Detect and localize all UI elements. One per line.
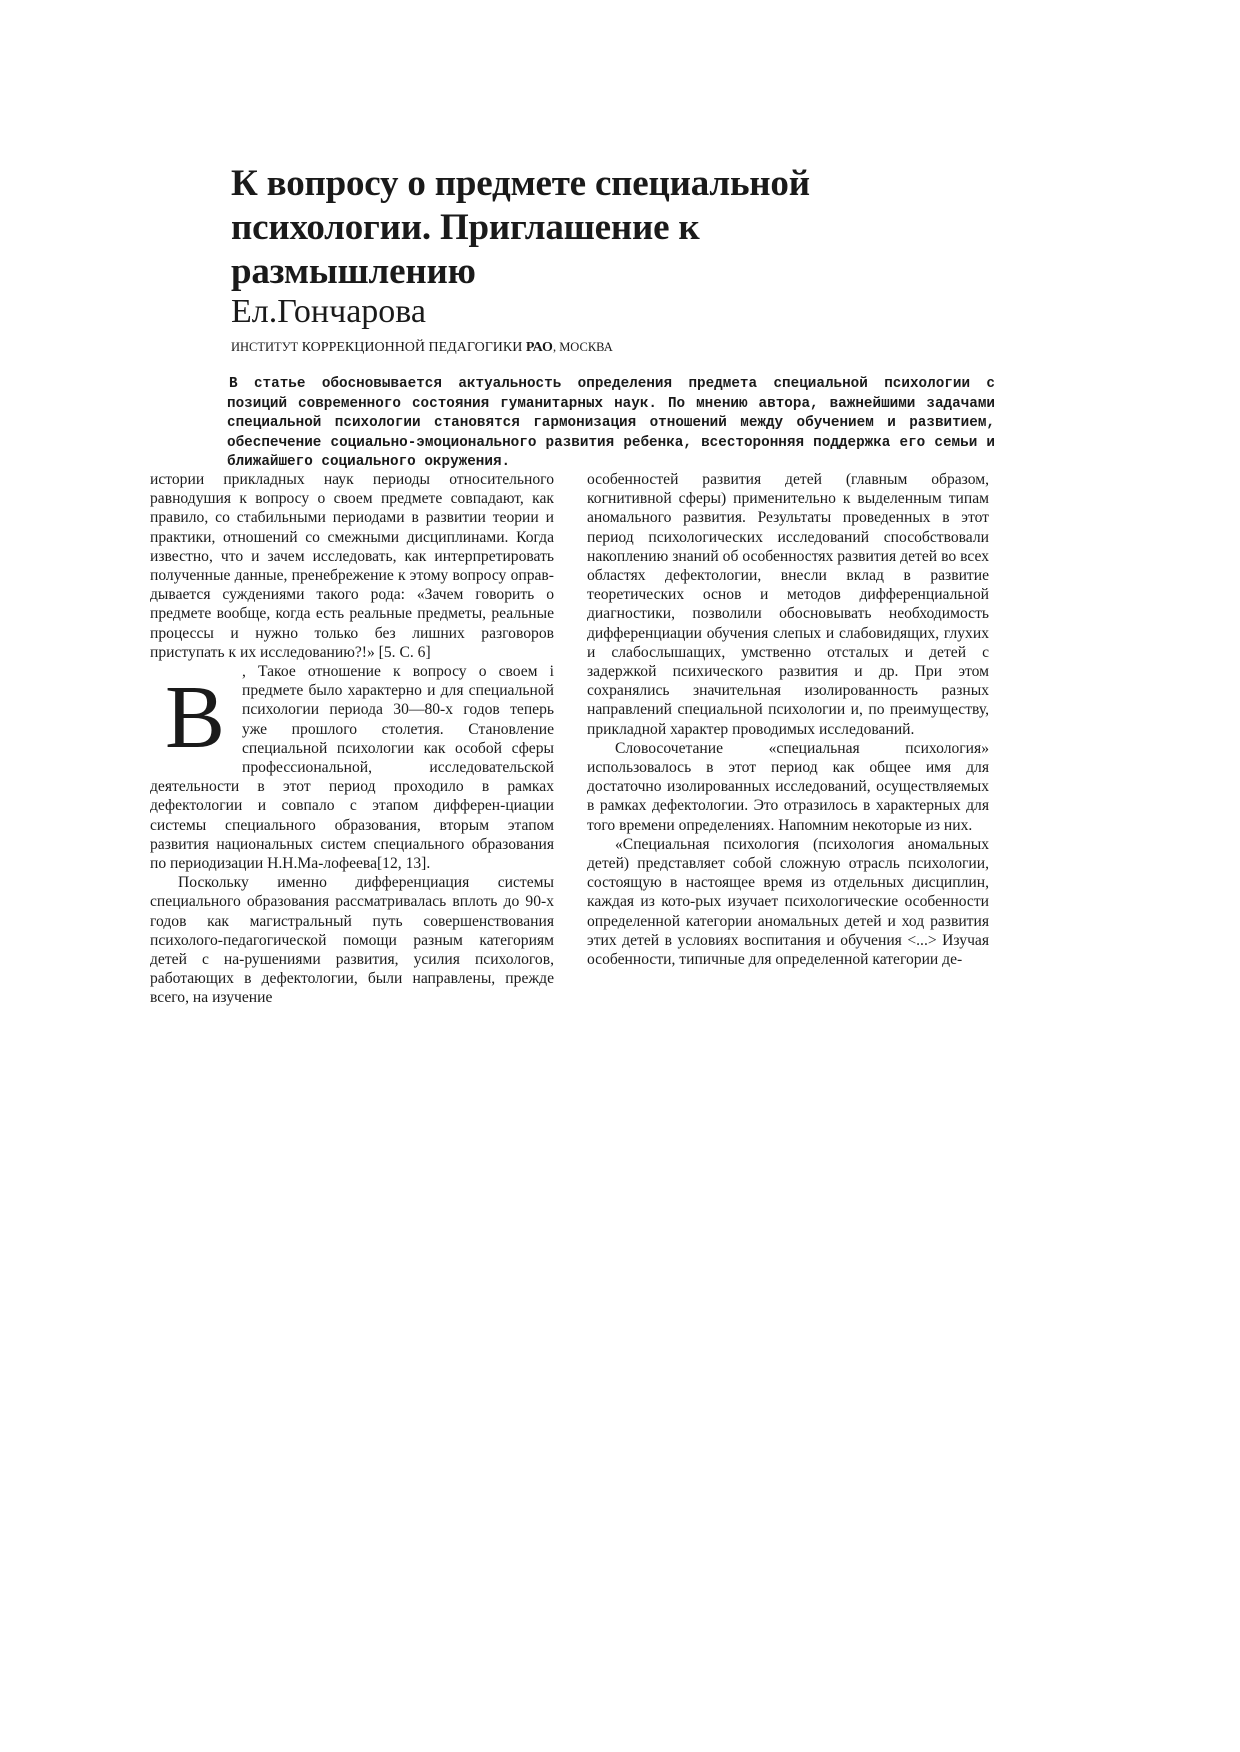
body-column-right <box>587 470 989 969</box>
paragraph: , Такое отношение к вопросу о своем і предмете было характерно и для специальной психологии периода 30—80-х годов теперь уже прошлого столетия. Становление специальной психологии как особой сферы профессиональной, исследовательской деятельности в этот период проходило в рамках дефектологии и совпало с этапом дифферен-циации системы специального образования, вторым этапом развития национальных систем специального образования по периодизации Н.Н.Ма-лофеева[12, 13]. <box>150 663 554 873</box>
paragraph: особенностей развития детей (главным образом, когнитивной сферы) применительно к выделенным типам аномального развития. Результаты проведенных в этот период психологических исследований способствовали накоплению знаний об особенностях развития детей во всех областях дефектологии, внесли вклад в развитие теоретических основ и методов дифференциальной диагностики, позволили обосновывать необходимость дифференциации обучения слепых и слабовидящих, глухих и слабослышащих, умственно отсталых и детей с задержкой психического развития и др. При этом сохранялись значительная изолированность разных направлений специальной психологии и, по преимуществу, прикладной характер проводимых исследований. <box>587 471 989 738</box>
abstract: В статье обосновывается актуальность определения предмета специальной психологии с позиций современного состояния гуманитарных наук. По мнению автора, важнейшими задачами специальной психологии становятся гармонизация отношений между обучением и развитием, обеспечение социально-эмоционального развития ребенка, всесторонняя поддержка его семьи и ближайшего социального окружения. <box>227 376 995 471</box>
affiliation-city: , МОСКВА <box>552 340 613 354</box>
affiliation-prefix: ИНСТИТУТ <box>231 340 299 354</box>
paragraph: истории прикладных наук периоды относительного равнодушия к вопросу о своем предмете совпадают, как правило, со стабильными периодами в развитии теории и практики, отношений со смежными дисциплинами. Когда известно, что и зачем исследовать, как интерпретировать полученные данные, пренебрежение к этому вопросу оправ-дывается суждениями такого рода: «Зачем говорить о предмете вообще, когда есть реальные предметы, реальные процессы и нужно только без лишних разговоров приступать к их исследованию?!» [5. С. 6] <box>150 471 554 661</box>
author-affiliation <box>231 338 613 357</box>
drop-cap: В <box>164 668 226 768</box>
article-title: К вопросу о предмете специальной психологии. Приглашение к размышлению <box>231 163 810 292</box>
paragraph: Поскольку именно дифференциация системы специального образования рассматривалась вплоть до 90-х годов как магистральный путь совершенствования психолого-педагогической помощи разным категориям детей с на-рушениями развития, усилия психологов, работающих в дефектологии, были направлены, прежде всего, на изучение <box>150 874 554 1007</box>
paragraph: «Специальная психология (психология аномальных детей) представляет собой сложную отрасль психологии, состоящую в настоящее время из отдельных дисциплин, каждая из кото-рых изучает психологические особенности определенной категории аномальных детей и ход развития этих детей в условиях воспитания и обучения <...> Изучая особенности, типичные для определенной категории де- <box>587 835 989 969</box>
paragraph: Словосочетание «специальная психология» использовалось в этот период как общее имя для достаточно изолированных исследований, осуществляемых в рамках дефектологии. Это отразилось в характерных для того времени определениях. Напомним некоторые из них. <box>587 739 989 834</box>
affiliation-name: КОРРЕКЦИОННОЙ ПЕДАГОГИКИ <box>301 340 523 355</box>
body-column-left <box>150 470 554 1008</box>
author-name: Ел.Гончарова <box>231 293 426 330</box>
affiliation-org: РАО <box>525 340 553 355</box>
